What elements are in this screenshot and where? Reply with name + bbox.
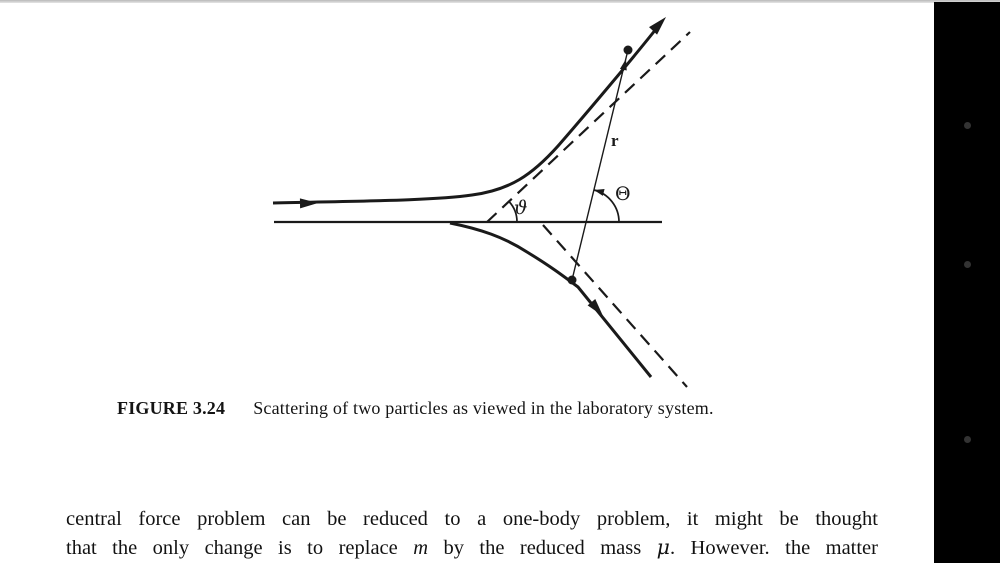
paragraph bbox=[66, 506, 878, 561]
paragraph-line-2-pre: that the only change is to replace bbox=[66, 536, 414, 559]
figure-caption-text: Scattering of two particles as viewed in the laboratory system. bbox=[253, 398, 714, 418]
label-vartheta: ϑ bbox=[514, 197, 528, 219]
recoil-particle-trajectory bbox=[450, 223, 651, 377]
scattered-direction-arrowhead bbox=[649, 13, 670, 34]
nav-dot-middle[interactable] bbox=[964, 261, 971, 268]
label-r-vector: r bbox=[611, 131, 619, 150]
scattered-particle-dot bbox=[624, 46, 633, 55]
figure-caption-number: FIGURE 3.24 bbox=[117, 398, 226, 418]
recoil-asymptote-dashed-line bbox=[543, 225, 687, 387]
paragraph-line-2-mid: by the reduced mass bbox=[428, 536, 657, 559]
figure-caption bbox=[117, 398, 877, 419]
android-navigation-bar bbox=[934, 2, 1000, 563]
variable-mu: μ bbox=[656, 534, 670, 559]
r-vector-line bbox=[572, 54, 627, 280]
paragraph-line-2 bbox=[66, 534, 878, 562]
nav-dot-bottom[interactable] bbox=[964, 436, 971, 443]
scattered-asymptote-dashed-line bbox=[487, 32, 690, 222]
variable-m: m bbox=[413, 536, 428, 559]
recoil-particle-dot bbox=[568, 276, 577, 285]
label-theta: Θ bbox=[615, 183, 631, 205]
scattering-diagram bbox=[250, 3, 720, 398]
nav-dot-top[interactable] bbox=[964, 122, 971, 129]
incident-direction-arrowhead bbox=[300, 198, 318, 208]
book-page bbox=[0, 3, 934, 563]
paragraph-line-1: central force problem can be reduced to a one-body problem, it might be thought bbox=[66, 508, 878, 530]
paragraph-line-2-post: . However. the matter bbox=[669, 536, 878, 559]
